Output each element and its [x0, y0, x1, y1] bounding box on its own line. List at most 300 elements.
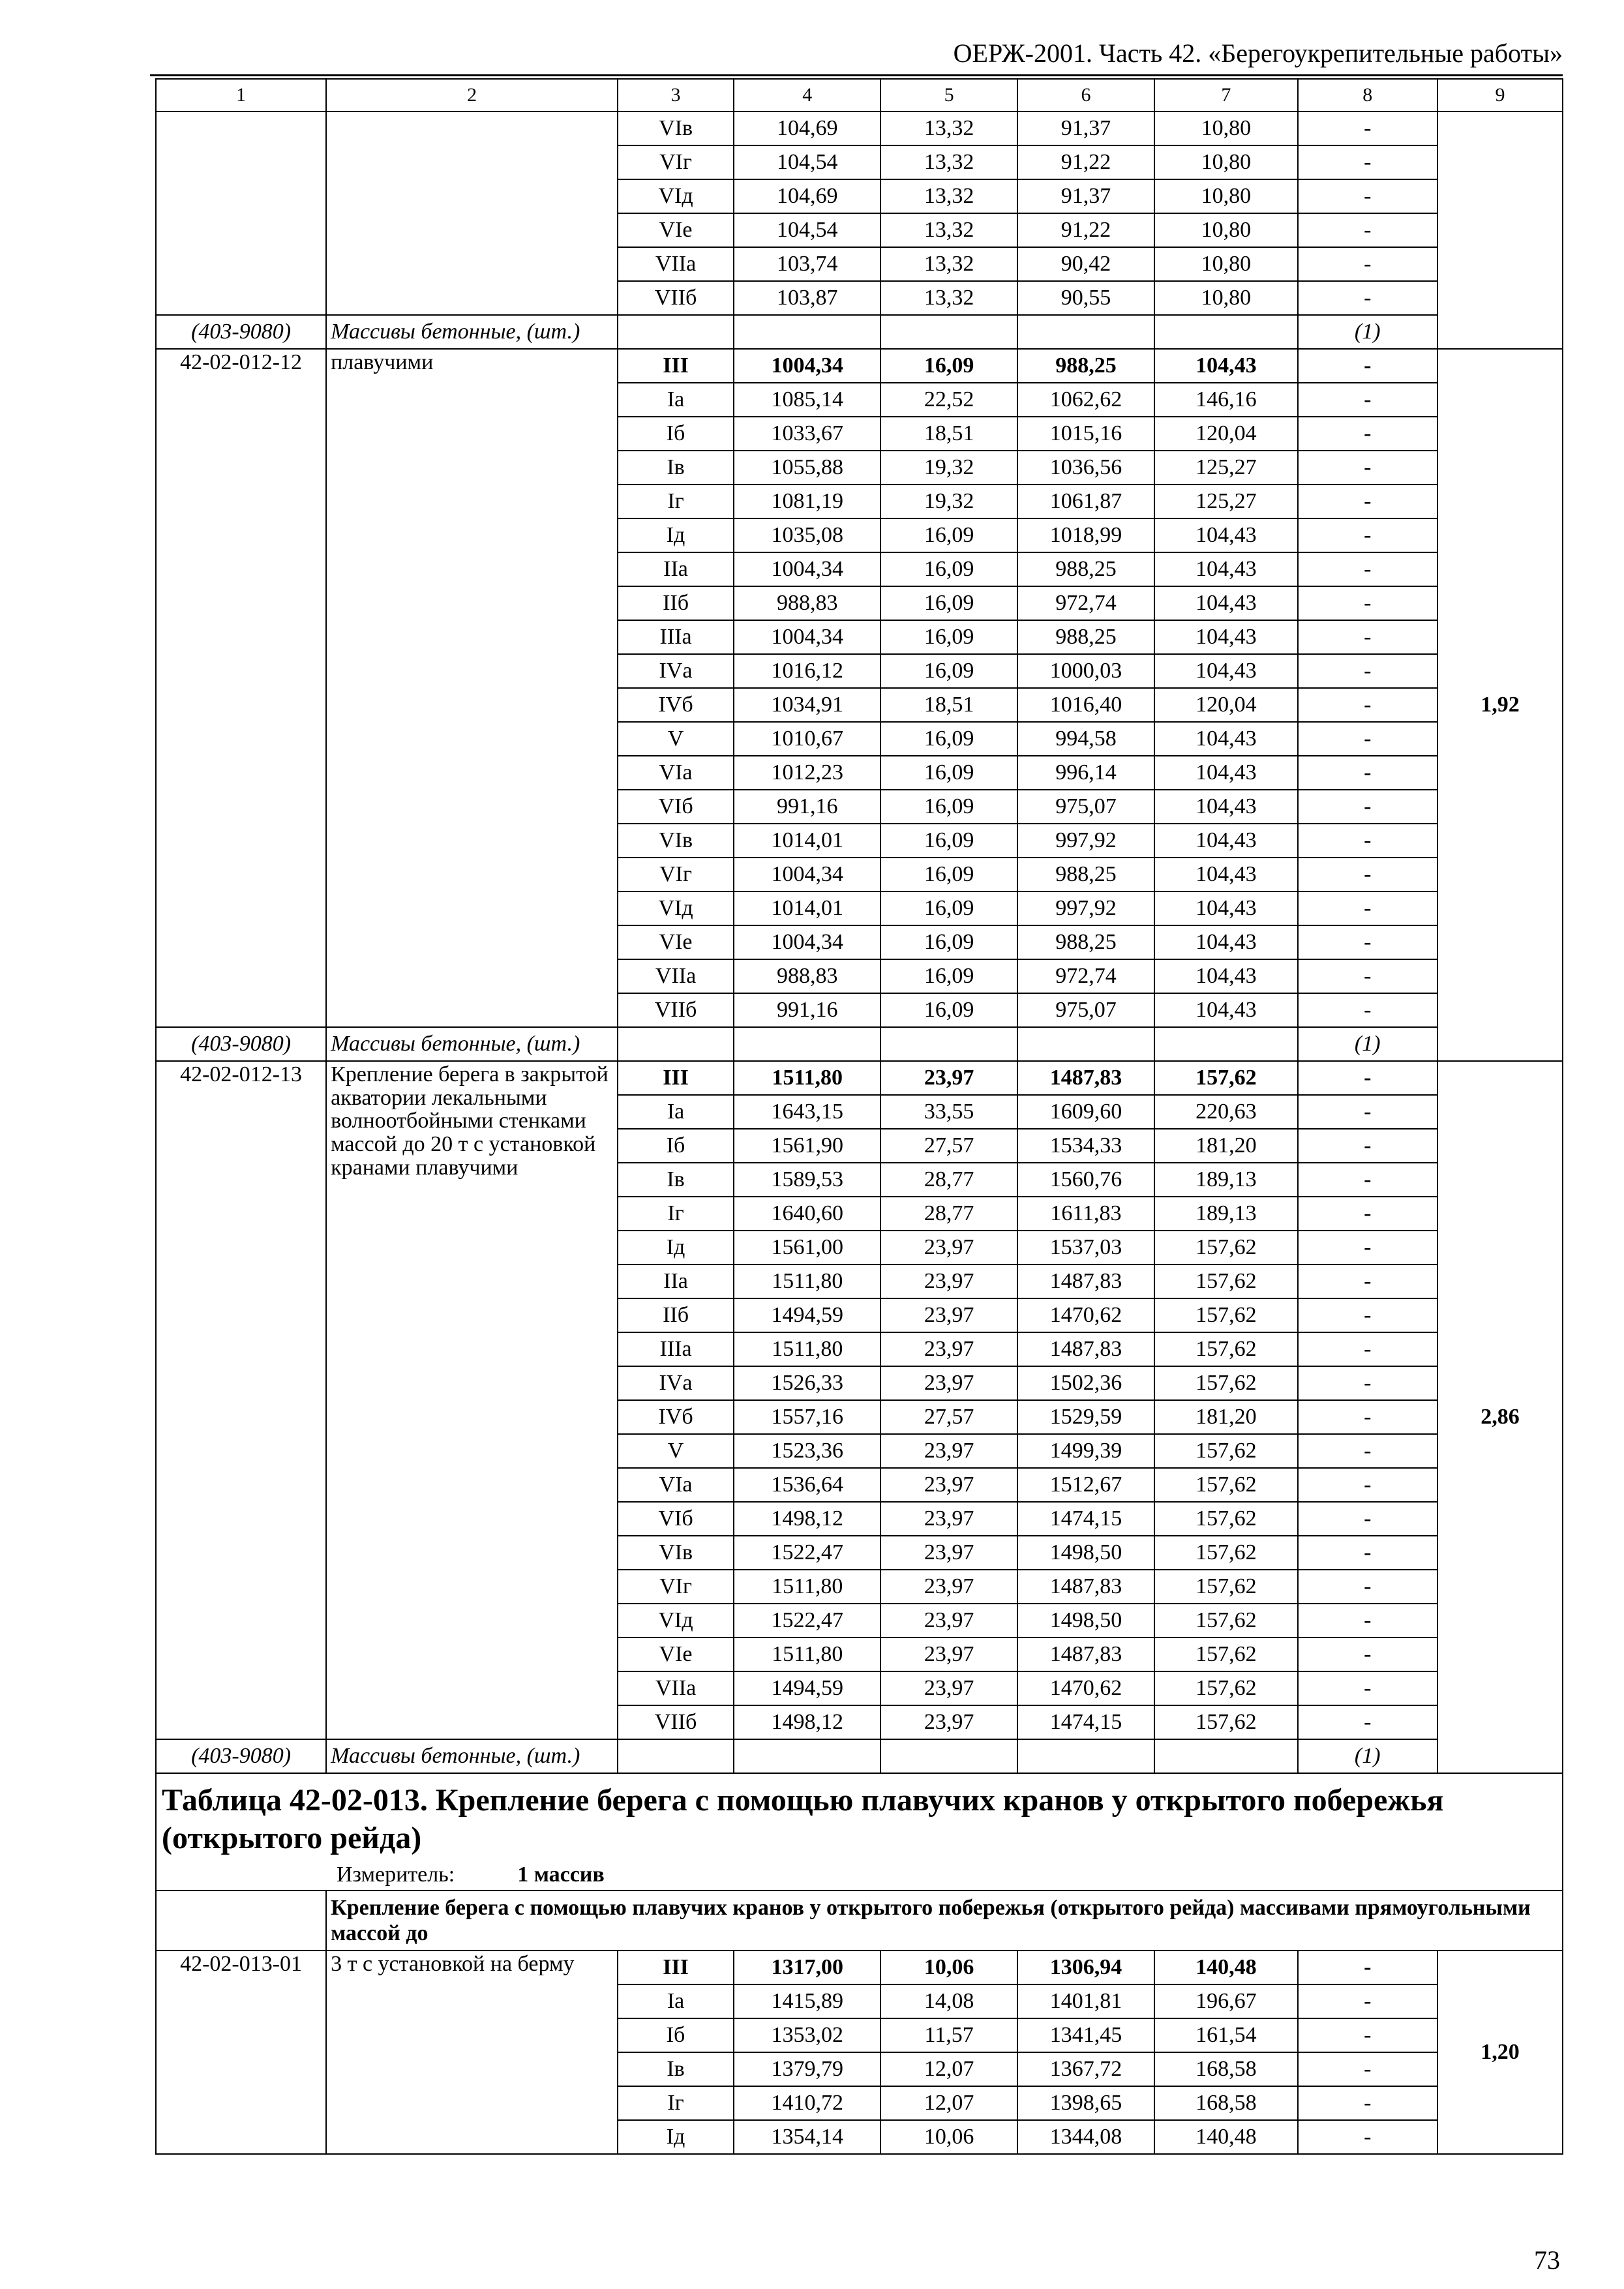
table-row — [156, 1951, 1563, 1984]
cell — [1017, 1027, 1154, 1061]
data-cell: VIд — [618, 891, 734, 925]
data-cell: 1036,56 — [1017, 451, 1154, 485]
data-cell: 1015,16 — [1017, 417, 1154, 451]
data-cell: 1004,34 — [734, 858, 881, 891]
data-cell: - — [1298, 485, 1437, 518]
resource-code: (403-9080) — [156, 1739, 326, 1773]
data-cell: 988,25 — [1017, 620, 1154, 654]
data-cell: 161,54 — [1154, 2018, 1297, 2052]
data-cell: 988,25 — [1017, 925, 1154, 959]
norm-description — [326, 112, 618, 315]
data-cell: 1498,50 — [1017, 1604, 1154, 1638]
data-cell: 1522,47 — [734, 1536, 881, 1570]
cell — [880, 315, 1017, 349]
page-number: 73 — [1534, 2245, 1560, 2275]
data-cell: 10,80 — [1154, 179, 1297, 213]
data-cell: 1611,83 — [1017, 1197, 1154, 1231]
norm-description: 3 т с установкой на берму — [326, 1951, 618, 2154]
data-cell: 104,43 — [1154, 722, 1297, 756]
data-cell: 1014,01 — [734, 824, 881, 858]
norm-coefficient: 2,86 — [1437, 1061, 1563, 1773]
data-cell: VIIб — [618, 993, 734, 1027]
norm-description: Крепление берега в закрытой акватории лекальными волноотбойными стенками массой до 20 т с установкой кранами плавучими — [326, 1061, 618, 1739]
data-cell: 104,43 — [1154, 349, 1297, 383]
data-cell: VIг — [618, 145, 734, 179]
data-cell: - — [1298, 959, 1437, 993]
data-cell: - — [1298, 1951, 1437, 1984]
data-cell: 1537,03 — [1017, 1231, 1154, 1264]
table-title: Таблица 42-02-013. Крепление берега с помощью плавучих кранов у открытого побережья (открытого рейда) — [162, 1783, 1444, 1855]
norm-code: 42-02-013-01 — [156, 1951, 326, 2154]
resource-name: Массивы бетонные, (шт.) — [326, 315, 618, 349]
data-cell: 16,09 — [880, 925, 1017, 959]
data-cell: 157,62 — [1154, 1536, 1297, 1570]
data-cell: 1034,91 — [734, 688, 881, 722]
data-cell: 16,09 — [880, 824, 1017, 858]
data-cell: 1379,79 — [734, 2052, 881, 2086]
data-cell: 1511,80 — [734, 1638, 881, 1671]
data-cell: 16,09 — [880, 756, 1017, 790]
data-cell: - — [1298, 1570, 1437, 1604]
data-cell: 23,97 — [880, 1264, 1017, 1298]
data-cell: 28,77 — [880, 1163, 1017, 1197]
table-title-cell — [156, 1773, 1563, 1891]
data-cell: 189,13 — [1154, 1197, 1297, 1231]
data-cell: 1643,15 — [734, 1095, 881, 1129]
data-cell: 16,09 — [880, 891, 1017, 925]
data-cell: 1487,83 — [1017, 1638, 1154, 1671]
data-cell: VIIа — [618, 959, 734, 993]
resource-code: (403-9080) — [156, 315, 326, 349]
data-cell: - — [1298, 993, 1437, 1027]
data-cell: 189,13 — [1154, 1163, 1297, 1197]
data-cell: 1306,94 — [1017, 1951, 1154, 1984]
data-cell: VIа — [618, 1468, 734, 1502]
data-cell: - — [1298, 1129, 1437, 1163]
data-cell: - — [1298, 925, 1437, 959]
data-cell: 90,55 — [1017, 281, 1154, 315]
data-cell: 1061,87 — [1017, 485, 1154, 518]
data-cell: Iб — [618, 2018, 734, 2052]
data-cell: 10,80 — [1154, 281, 1297, 315]
column-number: 2 — [326, 79, 618, 112]
cell — [618, 1739, 734, 1773]
data-cell: - — [1298, 1197, 1437, 1231]
cell — [734, 1027, 881, 1061]
resource-row — [156, 315, 1563, 349]
data-cell: 1557,16 — [734, 1400, 881, 1434]
column-number: 9 — [1437, 79, 1563, 112]
data-cell: VIг — [618, 1570, 734, 1604]
data-cell: - — [1298, 1984, 1437, 2018]
data-cell: 104,43 — [1154, 891, 1297, 925]
data-cell: 1470,62 — [1017, 1298, 1154, 1332]
data-cell: III — [618, 1951, 734, 1984]
data-cell: - — [1298, 2086, 1437, 2120]
data-cell: 1474,15 — [1017, 1705, 1154, 1739]
data-cell: 27,57 — [880, 1129, 1017, 1163]
header-rule — [150, 74, 1563, 76]
meter-line — [162, 1862, 1557, 1889]
data-cell: - — [1298, 1298, 1437, 1332]
data-cell: - — [1298, 1332, 1437, 1366]
data-cell: 1014,01 — [734, 891, 881, 925]
data-cell: 10,80 — [1154, 213, 1297, 247]
data-cell: 104,43 — [1154, 925, 1297, 959]
data-cell: 1016,40 — [1017, 688, 1154, 722]
data-cell: 104,43 — [1154, 993, 1297, 1027]
data-cell: 988,25 — [1017, 858, 1154, 891]
data-cell: 1560,76 — [1017, 1163, 1154, 1197]
data-cell: 14,08 — [880, 1984, 1017, 2018]
data-cell: VIв — [618, 112, 734, 145]
data-cell: - — [1298, 1095, 1437, 1129]
data-cell: Iв — [618, 1163, 734, 1197]
data-cell: 90,42 — [1017, 247, 1154, 281]
data-cell: 997,92 — [1017, 824, 1154, 858]
data-cell: 994,58 — [1017, 722, 1154, 756]
data-cell: 23,97 — [880, 1705, 1017, 1739]
data-cell: 1487,83 — [1017, 1332, 1154, 1366]
data-cell: - — [1298, 247, 1437, 281]
data-cell: 157,62 — [1154, 1570, 1297, 1604]
data-cell: - — [1298, 552, 1437, 586]
data-cell: 16,09 — [880, 959, 1017, 993]
resource-name: Массивы бетонные, (шт.) — [326, 1027, 618, 1061]
data-cell: - — [1298, 1536, 1437, 1570]
data-cell: VIд — [618, 179, 734, 213]
data-cell: 157,62 — [1154, 1468, 1297, 1502]
data-cell: 1004,34 — [734, 620, 881, 654]
data-cell: 13,32 — [880, 281, 1017, 315]
data-cell: - — [1298, 2018, 1437, 2052]
data-cell: Iа — [618, 1984, 734, 2018]
column-number: 3 — [618, 79, 734, 112]
data-cell: 23,97 — [880, 1298, 1017, 1332]
resource-row — [156, 1739, 1563, 1773]
data-cell: 104,43 — [1154, 654, 1297, 688]
data-cell: 157,62 — [1154, 1231, 1297, 1264]
data-cell: 972,74 — [1017, 586, 1154, 620]
data-cell: - — [1298, 1400, 1437, 1434]
data-cell: IIа — [618, 1264, 734, 1298]
data-cell: 23,97 — [880, 1671, 1017, 1705]
data-cell: 157,62 — [1154, 1434, 1297, 1468]
cell — [1017, 315, 1154, 349]
data-cell: 23,97 — [880, 1061, 1017, 1095]
data-cell: 10,06 — [880, 1951, 1017, 1984]
data-cell: 103,87 — [734, 281, 881, 315]
column-number: 1 — [156, 79, 326, 112]
cell — [880, 1027, 1017, 1061]
data-cell: VIIб — [618, 281, 734, 315]
data-cell: 91,37 — [1017, 112, 1154, 145]
data-cell: 1004,34 — [734, 925, 881, 959]
data-cell: VIв — [618, 824, 734, 858]
data-cell: 12,07 — [880, 2086, 1017, 2120]
data-cell: - — [1298, 451, 1437, 485]
data-cell: 1004,34 — [734, 552, 881, 586]
data-cell: Iв — [618, 451, 734, 485]
data-cell: 181,20 — [1154, 1400, 1297, 1434]
data-cell: 1487,83 — [1017, 1264, 1154, 1298]
data-cell: 13,32 — [880, 213, 1017, 247]
data-cell: - — [1298, 1061, 1437, 1095]
data-cell: 1410,72 — [734, 2086, 881, 2120]
data-cell: 1010,67 — [734, 722, 881, 756]
data-cell: III — [618, 1061, 734, 1095]
data-cell: VIд — [618, 1604, 734, 1638]
data-cell: 13,32 — [880, 145, 1017, 179]
data-cell: 146,16 — [1154, 383, 1297, 417]
data-cell: VIIа — [618, 1671, 734, 1705]
cell — [880, 1739, 1017, 1773]
data-cell: 1511,80 — [734, 1332, 881, 1366]
data-cell: 1609,60 — [1017, 1095, 1154, 1129]
data-cell: - — [1298, 1604, 1437, 1638]
data-cell: IIIа — [618, 1332, 734, 1366]
data-cell: 1534,33 — [1017, 1129, 1154, 1163]
data-cell: 1498,12 — [734, 1705, 881, 1739]
data-cell: - — [1298, 620, 1437, 654]
data-cell: VIг — [618, 858, 734, 891]
data-cell: 1523,36 — [734, 1434, 881, 1468]
resource-name: Массивы бетонные, (шт.) — [326, 1739, 618, 1773]
data-cell: 1081,19 — [734, 485, 881, 518]
data-cell: - — [1298, 213, 1437, 247]
data-cell: - — [1298, 756, 1437, 790]
data-cell: 1474,15 — [1017, 1502, 1154, 1536]
data-cell: 157,62 — [1154, 1604, 1297, 1638]
data-cell: 1018,99 — [1017, 518, 1154, 552]
data-cell: 104,43 — [1154, 824, 1297, 858]
data-cell: 1055,88 — [734, 451, 881, 485]
data-cell: IIIа — [618, 620, 734, 654]
data-cell: 104,69 — [734, 179, 881, 213]
cell — [156, 1891, 326, 1951]
cell — [734, 1739, 881, 1773]
data-cell: 1341,45 — [1017, 2018, 1154, 2052]
data-cell: - — [1298, 858, 1437, 891]
data-cell: Iд — [618, 1231, 734, 1264]
table-title-row — [156, 1773, 1563, 1891]
data-cell: 1353,02 — [734, 2018, 881, 2052]
data-cell: 1502,36 — [1017, 1366, 1154, 1400]
data-cell: 1085,14 — [734, 383, 881, 417]
data-cell: 13,32 — [880, 247, 1017, 281]
data-cell: 23,97 — [880, 1231, 1017, 1264]
data-cell: 1000,03 — [1017, 654, 1154, 688]
data-cell: 1035,08 — [734, 518, 881, 552]
data-cell: 1511,80 — [734, 1264, 881, 1298]
data-cell: - — [1298, 281, 1437, 315]
data-cell: VIб — [618, 790, 734, 824]
data-cell: 104,43 — [1154, 756, 1297, 790]
meter-label: Измеритель: — [337, 1863, 455, 1887]
data-cell: 157,62 — [1154, 1638, 1297, 1671]
data-cell: 16,09 — [880, 518, 1017, 552]
data-cell: 10,80 — [1154, 145, 1297, 179]
data-cell: - — [1298, 824, 1437, 858]
data-cell: V — [618, 722, 734, 756]
data-cell: 16,09 — [880, 349, 1017, 383]
subheading-row — [156, 1891, 1563, 1951]
data-cell: 1487,83 — [1017, 1061, 1154, 1095]
data-cell: VIа — [618, 756, 734, 790]
data-cell: IIа — [618, 552, 734, 586]
data-cell: 157,62 — [1154, 1671, 1297, 1705]
data-cell: 996,14 — [1017, 756, 1154, 790]
data-cell: 16,09 — [880, 620, 1017, 654]
data-cell: 168,58 — [1154, 2052, 1297, 2086]
data-cell: 104,43 — [1154, 620, 1297, 654]
column-number: 6 — [1017, 79, 1154, 112]
data-cell: 104,43 — [1154, 518, 1297, 552]
data-cell: 140,48 — [1154, 2120, 1297, 2154]
data-cell: - — [1298, 2120, 1437, 2154]
data-cell: 19,32 — [880, 485, 1017, 518]
data-cell: 104,54 — [734, 213, 881, 247]
cell — [1154, 1739, 1297, 1773]
data-cell: IIб — [618, 1298, 734, 1332]
data-cell: 22,52 — [880, 383, 1017, 417]
data-cell: 1529,59 — [1017, 1400, 1154, 1434]
data-cell: 125,27 — [1154, 485, 1297, 518]
data-cell: 33,55 — [880, 1095, 1017, 1129]
data-cell: 1494,59 — [734, 1671, 881, 1705]
data-cell: 104,43 — [1154, 552, 1297, 586]
column-number-row — [156, 79, 1563, 112]
data-cell: 140,48 — [1154, 1951, 1297, 1984]
data-cell: 19,32 — [880, 451, 1017, 485]
data-cell: 1354,14 — [734, 2120, 881, 2154]
data-cell: 157,62 — [1154, 1332, 1297, 1366]
data-cell: 1511,80 — [734, 1061, 881, 1095]
data-cell: - — [1298, 383, 1437, 417]
data-cell: 10,06 — [880, 2120, 1017, 2154]
data-cell: 13,32 — [880, 112, 1017, 145]
data-cell: 991,16 — [734, 993, 881, 1027]
table-row — [156, 112, 1563, 145]
data-cell: - — [1298, 112, 1437, 145]
column-number: 5 — [880, 79, 1017, 112]
data-cell: 23,97 — [880, 1434, 1017, 1468]
data-cell: 12,07 — [880, 2052, 1017, 2086]
data-cell: Iв — [618, 2052, 734, 2086]
cell — [618, 1027, 734, 1061]
norm-coefficient: 1,92 — [1437, 349, 1563, 1061]
table-row — [156, 349, 1563, 383]
data-cell: 1004,34 — [734, 349, 881, 383]
data-cell: 157,62 — [1154, 1502, 1297, 1536]
data-cell: 104,43 — [1154, 586, 1297, 620]
cell — [1154, 315, 1297, 349]
data-cell: 1317,00 — [734, 1951, 881, 1984]
data-cell: 168,58 — [1154, 2086, 1297, 2120]
data-cell: IIб — [618, 586, 734, 620]
data-cell: - — [1298, 722, 1437, 756]
data-cell: 16,09 — [880, 586, 1017, 620]
data-cell: 104,69 — [734, 112, 881, 145]
data-cell: VIе — [618, 1638, 734, 1671]
data-cell: - — [1298, 1705, 1437, 1739]
data-cell: 975,07 — [1017, 993, 1154, 1027]
data-cell: IVа — [618, 1366, 734, 1400]
data-cell: - — [1298, 417, 1437, 451]
data-cell: 23,97 — [880, 1468, 1017, 1502]
table-row — [156, 1061, 1563, 1095]
data-cell: - — [1298, 145, 1437, 179]
data-cell: 1640,60 — [734, 1197, 881, 1231]
data-cell: 91,37 — [1017, 179, 1154, 213]
data-cell: 16,09 — [880, 993, 1017, 1027]
data-cell: 23,97 — [880, 1332, 1017, 1366]
data-cell: 104,43 — [1154, 959, 1297, 993]
data-cell: 1498,12 — [734, 1502, 881, 1536]
data-cell: - — [1298, 1231, 1437, 1264]
resource-qty: (1) — [1298, 315, 1437, 349]
data-cell: 1522,47 — [734, 1604, 881, 1638]
data-cell: 11,57 — [880, 2018, 1017, 2052]
data-cell: - — [1298, 688, 1437, 722]
data-cell: Iб — [618, 417, 734, 451]
data-cell: 120,04 — [1154, 417, 1297, 451]
data-cell: 16,09 — [880, 790, 1017, 824]
data-cell: 196,67 — [1154, 1984, 1297, 2018]
data-cell: 181,20 — [1154, 1129, 1297, 1163]
resource-qty: (1) — [1298, 1739, 1437, 1773]
data-cell: Iг — [618, 2086, 734, 2120]
data-cell: - — [1298, 518, 1437, 552]
resource-qty: (1) — [1298, 1027, 1437, 1061]
data-cell: - — [1298, 654, 1437, 688]
data-cell: 1561,90 — [734, 1129, 881, 1163]
data-cell: 23,97 — [880, 1604, 1017, 1638]
data-cell: Iа — [618, 383, 734, 417]
data-cell: - — [1298, 1366, 1437, 1400]
data-cell: 18,51 — [880, 688, 1017, 722]
data-cell: 972,74 — [1017, 959, 1154, 993]
data-cell: 1536,64 — [734, 1468, 881, 1502]
norms-table — [155, 78, 1563, 2155]
data-cell: 997,92 — [1017, 891, 1154, 925]
data-cell: VIе — [618, 213, 734, 247]
data-cell: 1398,65 — [1017, 2086, 1154, 2120]
data-cell: 988,25 — [1017, 552, 1154, 586]
data-cell: Iг — [618, 1197, 734, 1231]
data-cell: 104,43 — [1154, 790, 1297, 824]
data-cell: 1033,67 — [734, 417, 881, 451]
data-cell: 1401,81 — [1017, 1984, 1154, 2018]
cell — [1154, 1027, 1297, 1061]
data-cell: 23,97 — [880, 1502, 1017, 1536]
data-cell: 104,43 — [1154, 858, 1297, 891]
norm-code: 42-02-012-13 — [156, 1061, 326, 1739]
data-cell: 988,25 — [1017, 349, 1154, 383]
data-cell: VIб — [618, 1502, 734, 1536]
data-cell: 1016,12 — [734, 654, 881, 688]
data-cell: - — [1298, 179, 1437, 213]
data-cell: 23,97 — [880, 1638, 1017, 1671]
data-cell: 1511,80 — [734, 1570, 881, 1604]
data-cell: IVб — [618, 1400, 734, 1434]
cell — [734, 315, 881, 349]
data-cell: III — [618, 349, 734, 383]
data-cell: - — [1298, 349, 1437, 383]
data-cell: 120,04 — [1154, 688, 1297, 722]
data-cell: V — [618, 1434, 734, 1468]
data-cell: 1062,62 — [1017, 383, 1154, 417]
